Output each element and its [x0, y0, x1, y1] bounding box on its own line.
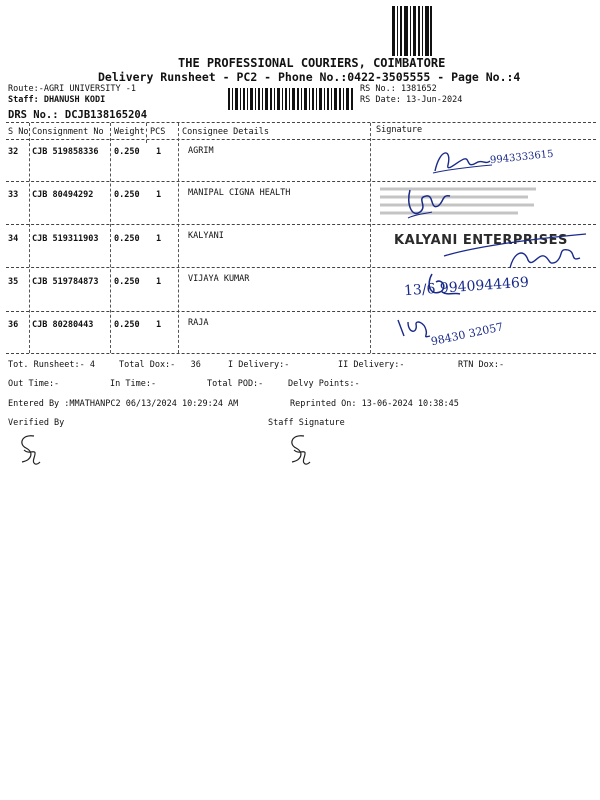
in-time: In Time:- [110, 379, 157, 389]
row-consignee: RAJA [188, 318, 209, 328]
top-barcode [392, 6, 432, 56]
row-consignment: CJB 80280443 [32, 320, 94, 330]
staff-signature-label: Staff Signature [268, 418, 345, 428]
total-dox: Total Dox:- 36 [119, 360, 201, 370]
row-note: 98430 32057 [429, 320, 505, 349]
row-pcs: 1 [156, 147, 162, 157]
company-title: THE PROFESSIONAL COURIERS, COIMBATORE [178, 56, 446, 70]
ii-delivery: II Delivery:- [338, 360, 405, 370]
header-top-rule [6, 122, 596, 123]
kalyani-stamp: KALYANI ENTERPRISES [394, 233, 568, 248]
row-sno: 34 [8, 234, 19, 244]
rs-date: RS Date: 13-Jun-2024 [360, 95, 463, 105]
total-pod: Total POD:- [207, 379, 264, 389]
col-header-sno: S No [8, 127, 29, 137]
row-weight: 0.250 [114, 320, 140, 330]
col-header-signature: Signature [376, 125, 423, 135]
i-delivery: I Delivery:- [228, 360, 290, 370]
row-consignment: CJB 80494292 [32, 190, 94, 200]
row-consignee: MANIPAL CIGNA HEALTH [188, 188, 291, 198]
delvy-points: Delvy Points:- [288, 379, 360, 389]
route-label: Route:-AGRI UNIVERSITY -1 [8, 84, 136, 94]
col-sep-4 [178, 123, 179, 353]
col-header-consignee: Consignee Details [182, 127, 269, 137]
signature-row-36 [394, 316, 434, 342]
row-consignment: CJB 519858336 [32, 147, 99, 157]
runsheet-subtitle: Delivery Runsheet - PC2 - Phone No.:0422-3505555 - Page No.:4 [98, 70, 521, 84]
row-pcs: 1 [156, 190, 162, 200]
staff-signature [282, 432, 312, 468]
row-consignment: CJB 519311903 [32, 234, 99, 244]
col-sep-3 [146, 123, 147, 143]
row-note: 9943333615 [489, 148, 555, 167]
verified-by-label: Verified By [8, 418, 65, 428]
entered-by: Entered By :MMATHANPC2 06/13/2024 10:29:24 AM [8, 399, 239, 409]
drs-number: DRS No.: DCJB138165204 [8, 109, 148, 121]
verified-by-signature [12, 432, 42, 468]
row-divider [6, 224, 596, 225]
out-time: Out Time:- [8, 379, 60, 389]
reprinted-on: Reprinted On: 13-06-2024 10:38:45 [290, 399, 459, 409]
col-header-pcs: PCS [150, 127, 166, 137]
table-bottom-rule [6, 353, 596, 354]
total-runsheet: Tot. Runsheet:- 4 [8, 360, 95, 370]
rs-number: RS No.: 1381652 [360, 84, 437, 94]
row-sno: 32 [8, 147, 19, 157]
row-pcs: 1 [156, 234, 162, 244]
row-consignee: KALYANI [188, 231, 224, 241]
rs-barcode [228, 88, 353, 110]
row-sno: 36 [8, 320, 19, 330]
row-weight: 0.250 [114, 147, 140, 157]
row-divider [6, 181, 596, 182]
col-header-weight: Weight [114, 127, 145, 137]
col-header-consignment: Consignment No [32, 127, 104, 137]
col-sep-2 [110, 123, 111, 353]
signature-row-34 [440, 226, 590, 272]
row-weight: 0.250 [114, 234, 140, 244]
row-consignment: CJB 519784873 [32, 277, 99, 287]
col-sep-5 [370, 123, 371, 353]
row-consignee: AGRIM [188, 146, 214, 156]
rtn-dox: RTN Dox:- [458, 360, 505, 370]
col-sep-1 [29, 123, 30, 353]
row-divider [6, 311, 596, 312]
header-bottom-rule [6, 139, 596, 140]
row-weight: 0.250 [114, 277, 140, 287]
row-sno: 33 [8, 190, 19, 200]
row-pcs: 1 [156, 320, 162, 330]
row-sno: 35 [8, 277, 19, 287]
row-weight: 0.250 [114, 190, 140, 200]
signature-row-33 [402, 184, 462, 224]
row-consignee: VIJAYA KUMAR [188, 274, 250, 284]
staff-label: Staff: DHANUSH KODI [8, 95, 106, 105]
row-note: 13/6 9940944469 [403, 274, 530, 300]
row-pcs: 1 [156, 277, 162, 287]
